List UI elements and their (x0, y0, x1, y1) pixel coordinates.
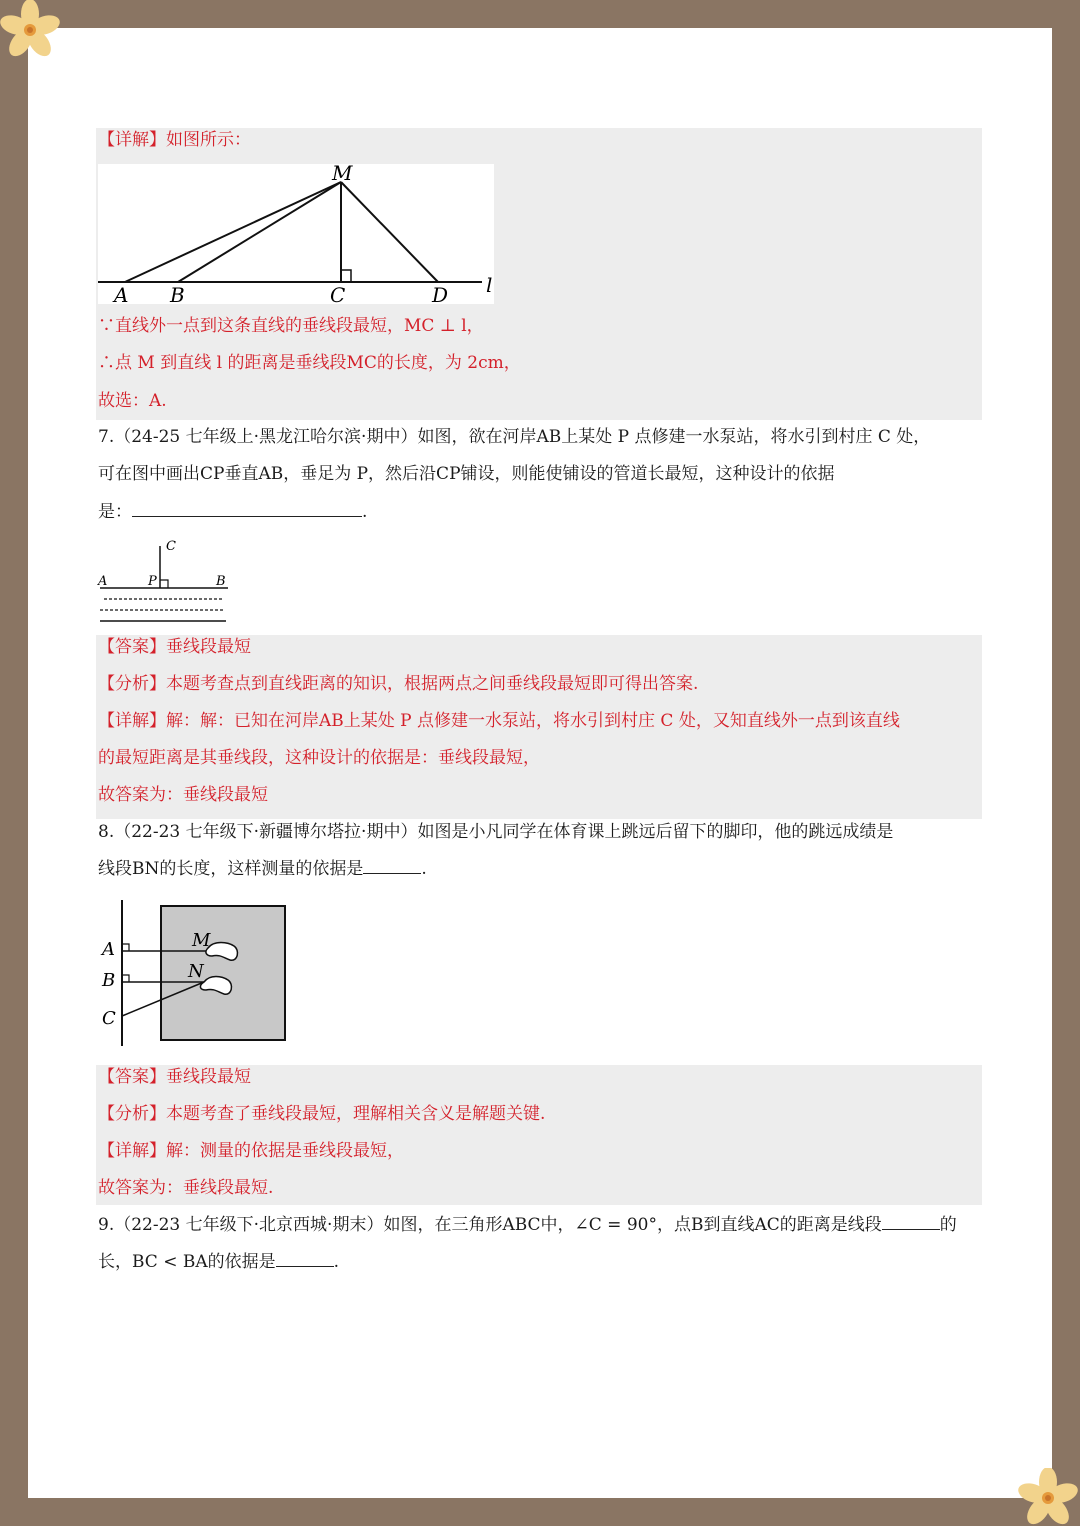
q9-stem-suffix: 的 (939, 1215, 957, 1235)
q6-choice-line: 故选：A. (98, 391, 167, 411)
q8-answer-line: 【答案】垂线段最短 (98, 1067, 251, 1087)
q8-stem-prefix: 线段BN的长度，这样测量的依据是 (98, 859, 364, 879)
q7-stem-prefix: 是： (98, 502, 132, 522)
sand-pit (161, 906, 285, 1040)
q9-stem-line-2 (98, 1250, 339, 1274)
q7-stem-line-2: 可在图中画出CP垂直AB，垂足为 P，然后沿CP铺设，则能使铺设的管道长最短，这种设计的依据 (98, 464, 835, 484)
label-a: A (114, 283, 129, 307)
detail-label: 【详解】 (98, 130, 166, 150)
flower-decoration-icon (0, 0, 62, 62)
label-a: A (98, 574, 108, 589)
q7-stem-line-3 (98, 500, 367, 524)
q8-stem-line-1: 8.（22-23 七年级下·新疆博尔塔拉·期中）如图是小凡同学在体育课上跳远后留下的脚印，他的跳远成绩是 (98, 822, 894, 842)
q6-reason-line: ∵直线外一点到这条直线的垂线段最短，MC ⊥ l， (98, 316, 484, 336)
label-b: B (102, 970, 116, 991)
label-b: B (170, 283, 185, 307)
q9-stem2-suffix: . (333, 1252, 340, 1272)
q7-stem-line-1: 7.（24-25 七年级上·黑龙江哈尔滨·期中）如图，欲在河岸AB上某处 P 点修建一水泵站，将水引到村庄 C 处， (98, 427, 931, 447)
answer-blank (276, 1250, 334, 1267)
label-a: A (102, 939, 115, 960)
label-c: C (166, 539, 176, 554)
label-l: l (486, 273, 493, 297)
right-angle-mark-b (122, 975, 129, 982)
q8-detail-line: 【详解】解：测量的依据是垂线段最短， (98, 1141, 404, 1161)
flower-decoration-icon (1018, 1468, 1080, 1526)
q8-figure (96, 896, 292, 1052)
q9-stem-line-1 (98, 1213, 957, 1237)
q8-stem-line-2 (98, 857, 427, 881)
q7-stem-suffix: . (362, 502, 368, 522)
label-b: B (216, 574, 226, 589)
q6-detail-line (98, 128, 251, 152)
label-m: M (192, 930, 211, 951)
label-n: N (188, 961, 204, 982)
q9-stem2-prefix: 长，BC < BA的依据是 (98, 1252, 276, 1272)
answer-blank (363, 857, 421, 874)
right-angle-mark (160, 580, 168, 588)
answer-blank (882, 1213, 940, 1230)
q7-detail-line-2: 的最短距离是其垂线段，这种设计的依据是：垂线段最短， (98, 748, 540, 768)
q8-final-line: 故答案为：垂线段最短. (98, 1178, 274, 1198)
q6-figure (98, 164, 498, 308)
q9-stem-prefix: 9.（22-23 七年级下·北京西城·期末）如图，在三角形ABC中，∠C = 90°，点B到直线AC的距离是线段 (98, 1215, 882, 1235)
q7-analysis-line: 【分析】本题考查点到直线距离的知识，根据两点之间垂线段最短即可得出答案. (98, 674, 699, 694)
q8-analysis-line: 【分析】本题考查了垂线段最短，理解相关含义是解题关键. (98, 1104, 546, 1124)
q7-figure (96, 534, 236, 626)
answer-blank (132, 500, 362, 517)
label-d: D (432, 283, 449, 307)
detail-text: 如图所示： (166, 130, 251, 150)
label-p: P (148, 574, 157, 589)
right-angle-mark-a (122, 944, 129, 951)
label-m: M (332, 164, 353, 185)
q8-stem-suffix: . (421, 859, 427, 879)
q7-final-line: 故答案为：垂线段最短 (98, 785, 268, 805)
q7-answer-line: 【答案】垂线段最短 (98, 637, 251, 657)
label-c: C (102, 1008, 116, 1029)
q6-conclusion-line: ∴点 M 到直线 l 的距离是垂线段MC的长度，为 2cm， (98, 353, 521, 373)
q7-detail-line-1: 【详解】解：解：已知在河岸AB上某处 P 点修建一水泵站，将水引到村庄 C 处，又知直线外一点到该直线 (98, 711, 900, 731)
label-c: C (330, 283, 346, 307)
